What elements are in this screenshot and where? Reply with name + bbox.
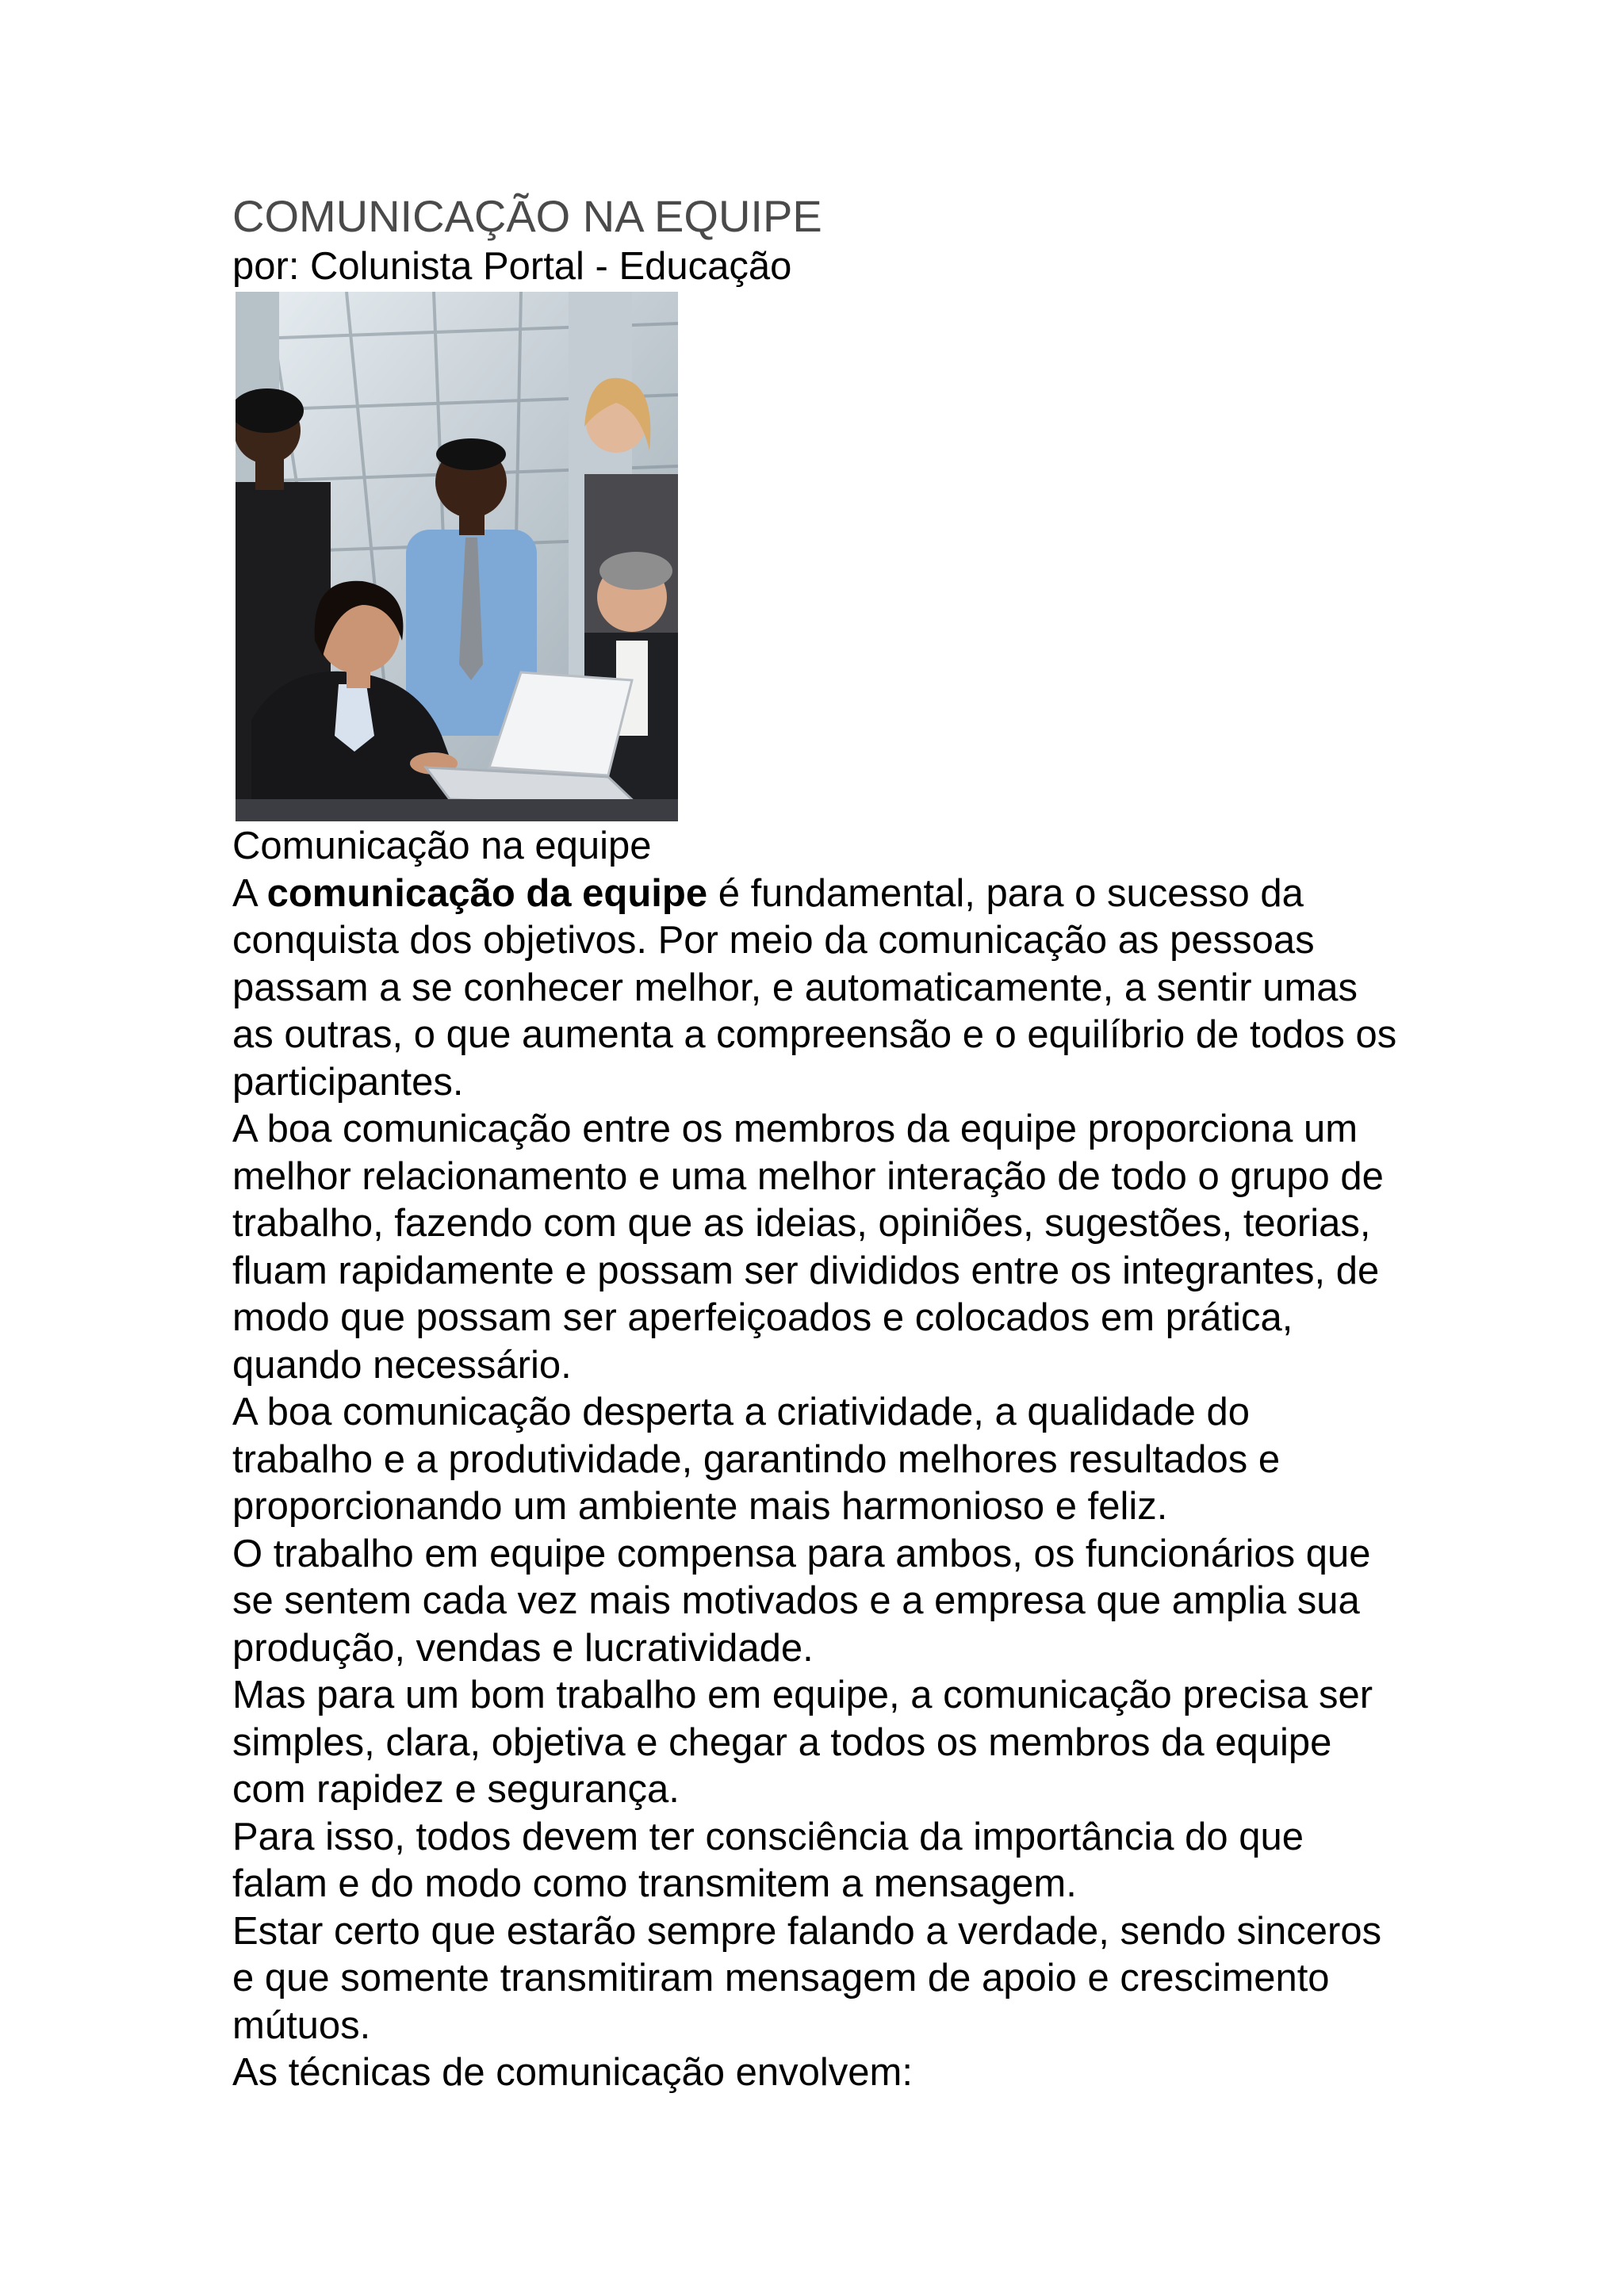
article-title: COMUNICAÇÃO NA EQUIPE [232,191,822,241]
team-photo [236,292,678,821]
intro-paragraph [232,871,1398,1107]
team-photo-illustration [236,292,678,821]
intro-lead: A [232,871,267,915]
image-caption: Comunicação na equipe [232,825,652,867]
paragraph: O trabalho em equipe compensa para ambos, os funcionários que se sentem cada vez mais motivados e a empresa que amplia sua produção, vendas e lucratividade. [232,1532,1371,1670]
intro-emphasis: comunicação da equipe [266,871,708,915]
paragraph: Estar certo que estarão sempre falando a verdade, sendo sinceros e que somente transmitiram mensagem de apoio e crescimento mútuos. [232,1909,1382,2047]
paragraph: A boa comunicação entre os membros da equipe proporciona um melhor relacionamento e uma melhor interação de todo o grupo de trabalho, fazendo com que as ideias, opiniões, sugestões, teorias, fluam rapidamente e possam ser divididos entre os integrantes, de modo que possam ser aperfeiçoados e colocados em prática, quando necessário. [232,1108,1384,1387]
paragraph: Mas para um bom trabalho em equipe, a comunicação precisa ser simples, clara, objetiva e chegar a todos os membros da equipe com rapidez e segurança. [232,1674,1373,1811]
paragraph: A boa comunicação desperta a criatividade, a qualidade do trabalho e a produtividade, garantindo melhores resultados e proporcionando um ambiente mais harmonioso e feliz. [232,1391,1281,1528]
paragraph: As técnicas de comunicação envolvem: [232,2051,913,2094]
article-byline: por: Colunista Portal - Educação [232,245,792,288]
article-body [232,823,1398,2097]
intro-rest: é fundamental, para o sucesso da conquista dos objetivos. Por meio da comunicação as pessoas passam a se conhecer melhor, e automaticamente, a sentir umas as outras, o que aumenta a compreensão e o equilíbrio de todos os participantes. [232,871,1397,1104]
paragraph: Para isso, todos devem ter consciência da importância do que falam e do modo como transmitem a mensagem. [232,1815,1304,1905]
